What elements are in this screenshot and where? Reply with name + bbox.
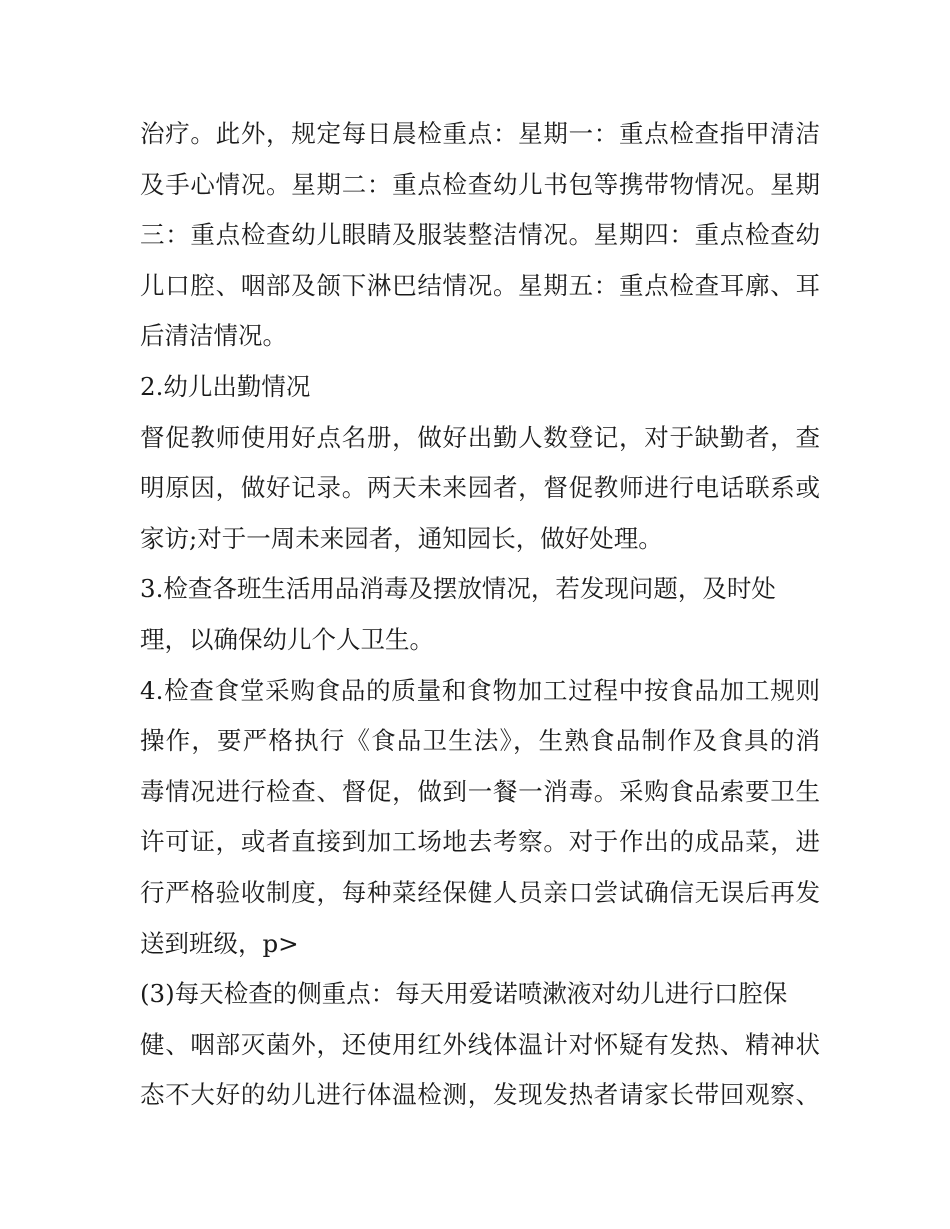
section-heading: 2.幼儿出勤情况: [140, 371, 311, 401]
text-line: 儿口腔、咽部及颌下淋巴结情况。星期五：重点检查耳廓、耳: [140, 270, 820, 300]
text-line: 后清洁情况。: [140, 321, 287, 351]
text-line: 明原因，做好记录。两天未来园者，督促教师进行电话联系或: [140, 473, 820, 503]
text-line: (3)每天检查的侧重点：每天用爱诺喷漱液对幼儿进行口腔保: [140, 979, 788, 1009]
text-line: 督促教师使用好点名册，做好出勤人数登记，对于缺勤者，查: [140, 422, 820, 452]
text-line: 行严格验收制度，每种菜经保健人员亲口尝试确信无误后再发: [140, 877, 820, 907]
text-line: 3.检查各班生活用品消毒及摆放情况，若发现问题，及时处: [140, 574, 776, 604]
text-line: 理，以确保幼儿个人卫生。: [140, 624, 434, 654]
body-text: [140, 109, 820, 1121]
text-line: 态不大好的幼儿进行体温检测，发现发热者请家长带回观察、: [140, 1080, 820, 1110]
text-line: 操作，要严格执行《食品卫生法》，生熟食品制作及食具的消: [140, 726, 820, 756]
text-line: 三：重点检查幼儿眼睛及服装整洁情况。星期四：重点检查幼: [140, 220, 820, 250]
text-line: 健、咽部灭菌外，还使用红外线体温计对怀疑有发热、精神状: [140, 1029, 820, 1059]
text-line: 4.检查食堂采购食品的质量和食物加工过程中按食品加工规则: [140, 675, 820, 705]
text-line: 家访;对于一周未来园者，通知园长，做好处理。: [140, 523, 663, 553]
text-line: 许可证，或者直接到加工场地去考察。对于作出的成品菜，进: [140, 827, 820, 857]
text-line: 送到班级，p>: [140, 928, 299, 958]
text-line: 毒情况进行检查、督促，做到一餐一消毒。采购食品索要卫生: [140, 776, 820, 806]
text-line: 及手心情况。星期二：重点检查幼儿书包等携带物情况。星期: [140, 169, 820, 199]
text-line: 治疗。此外，规定每日晨检重点：星期一：重点检查指甲清洁: [140, 119, 820, 148]
